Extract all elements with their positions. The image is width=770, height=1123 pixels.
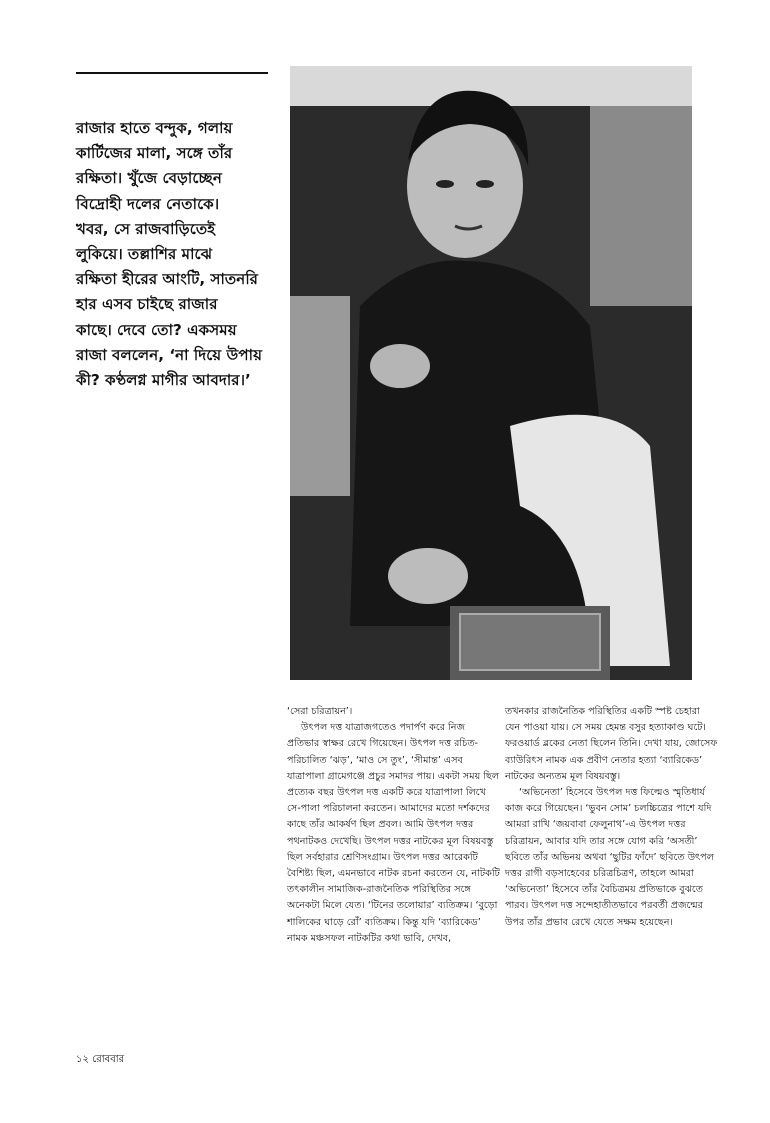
portrait-photo bbox=[290, 66, 692, 680]
paragraph: ‘অভিনেতা’ হিসেবে উৎপল দত্ত ফিল্মেও স্মৃতিধার্য কাজ করে গিয়েছেন। ‘ভুবন সোম’ চলচ্চিত্রের পাশে যদি আমরা রাখি ‘জয়বাবা ফেলুনাথ’-এ উৎপল দত্তর চরিত্রায়ন, আবার যদি তার সঙ্গে যোগ করি ‘অসতী’ ছবিতে তাঁর অভিনয় অথবা ‘ছুটির ফাঁদে’ ছবিতে উৎপল দত্তর রাগী বড়সাহেবের চরিত্রচিত্রণ, তাহলে আমরা ‘অভিনেতা’ হিসেবে তাঁর বৈচিত্রময় প্রতিভাকে বুঝতে পারব। উৎপল দত্ত সন্দেহাতীতভাবে পরবর্তী প্রজন্মের উপর তাঁর প্রভাব রেখে যেতে সক্ষম হয়েছেন। bbox=[505, 787, 714, 928]
pull-quote-line: রাজা বললেন, ‘না দিয়ে উপায় bbox=[76, 345, 263, 364]
paragraph: তখনকার রাজনৈতিক পরিস্থিতির একটি স্পষ্ট চেহারা যেন পাওয়া যায়। সে সময় হেমন্ত বসুর হত্যাকাণ্ড ঘটে। ফরওয়ার্ড ব্লকের নেতা ছিলেন তিনি। দেখা যায়, জোসেফ ব্যাউরিৎস নামক এক প্রবীণ নেতার হত্যা ‘ব্যারিকেড’ নাটকের অন্যতম মূল বিষয়বস্তু। bbox=[505, 706, 718, 782]
pull-quote bbox=[76, 116, 276, 393]
top-rule bbox=[76, 72, 268, 74]
page-folio: ১২ রোববার bbox=[76, 1054, 125, 1065]
pull-quote-line: কার্টিজের মালা, সঙ্গে তাঁর bbox=[76, 144, 233, 163]
pull-quote-line: কাছে। দেবে তো? একসময় bbox=[76, 320, 237, 339]
pull-quote-line: রক্ষিতা হীরের আংটি, সাতনরি bbox=[76, 270, 259, 289]
article-column-left bbox=[287, 704, 500, 947]
pull-quote-line: লুকিয়ে। তল্লাশির মাঝে bbox=[76, 245, 213, 264]
pull-quote-line: খবর, সে রাজবাড়িতেই bbox=[76, 219, 216, 238]
paragraph: ‘সেরা চরিত্রায়ন’। bbox=[287, 706, 353, 717]
pull-quote-line: রক্ষিতা। খুঁজে বেড়াচ্ছেন bbox=[76, 169, 222, 188]
pull-quote-line: বিদ্রোহী দলের নেতাকে। bbox=[76, 194, 220, 213]
pull-quote-line: কী? কণ্ঠলগ্ন মাগীর আবদার।’ bbox=[76, 371, 251, 390]
pull-quote-line: রাজার হাতে বন্দুক, গলায় bbox=[76, 119, 233, 137]
pull-quote-line: হার এসব চাইছে রাজার bbox=[76, 295, 218, 314]
article-column-right bbox=[505, 704, 718, 931]
paragraph: উৎপল দত্ত যাত্রাজগতেও পদার্পণ করে নিজ প্রতিভার স্বাক্ষর রেখে গিয়েছেন। উৎপল দত্ত রচিত-পরিচালিত ‘ঝড়’, ‘মাও সে তুং’, ‘সীমান্ত’ এসব যাত্রাপালা গ্রামেগঞ্জে প্রচুর সমাদর পায়। একটা সময় ছিল প্রত্যেক বছর উৎপল দত্ত একটি করে যাত্রাপালা লিখে সে-পালা পরিচালনা করতেন। আমাদের মতো দর্শকদের কাছে তাঁর আকর্ষণ ছিল প্রবল। আমি উৎপল দত্তর পথনাটকও দেখেছি। উৎপল দত্তর নাটকের মূল বিষয়বস্তু ছিল সর্বহারার শ্রেণিসংগ্রাম। উৎপল দত্তর আরেকটি বৈশিষ্ট্য ছিল, এমনভাবে নাটক রচনা করতেন যে, নাটকটি তৎকালীন সামাজিক-রাজনৈতিক পরিস্থিতির সঙ্গে অনেকটা মিলে যেত। ‘টিনের তলোয়ার’ ব্যতিক্রম। ‘বুড়ো শালিকের ঘাড়ে রোঁ’ ব্যতিক্রম। কিন্তু যদি ‘ব্যারিকেড’ নামক মঞ্চসফল নাটকটির কথা ভাবি, দেখব, bbox=[287, 722, 500, 944]
portrait-illustration bbox=[290, 66, 692, 680]
